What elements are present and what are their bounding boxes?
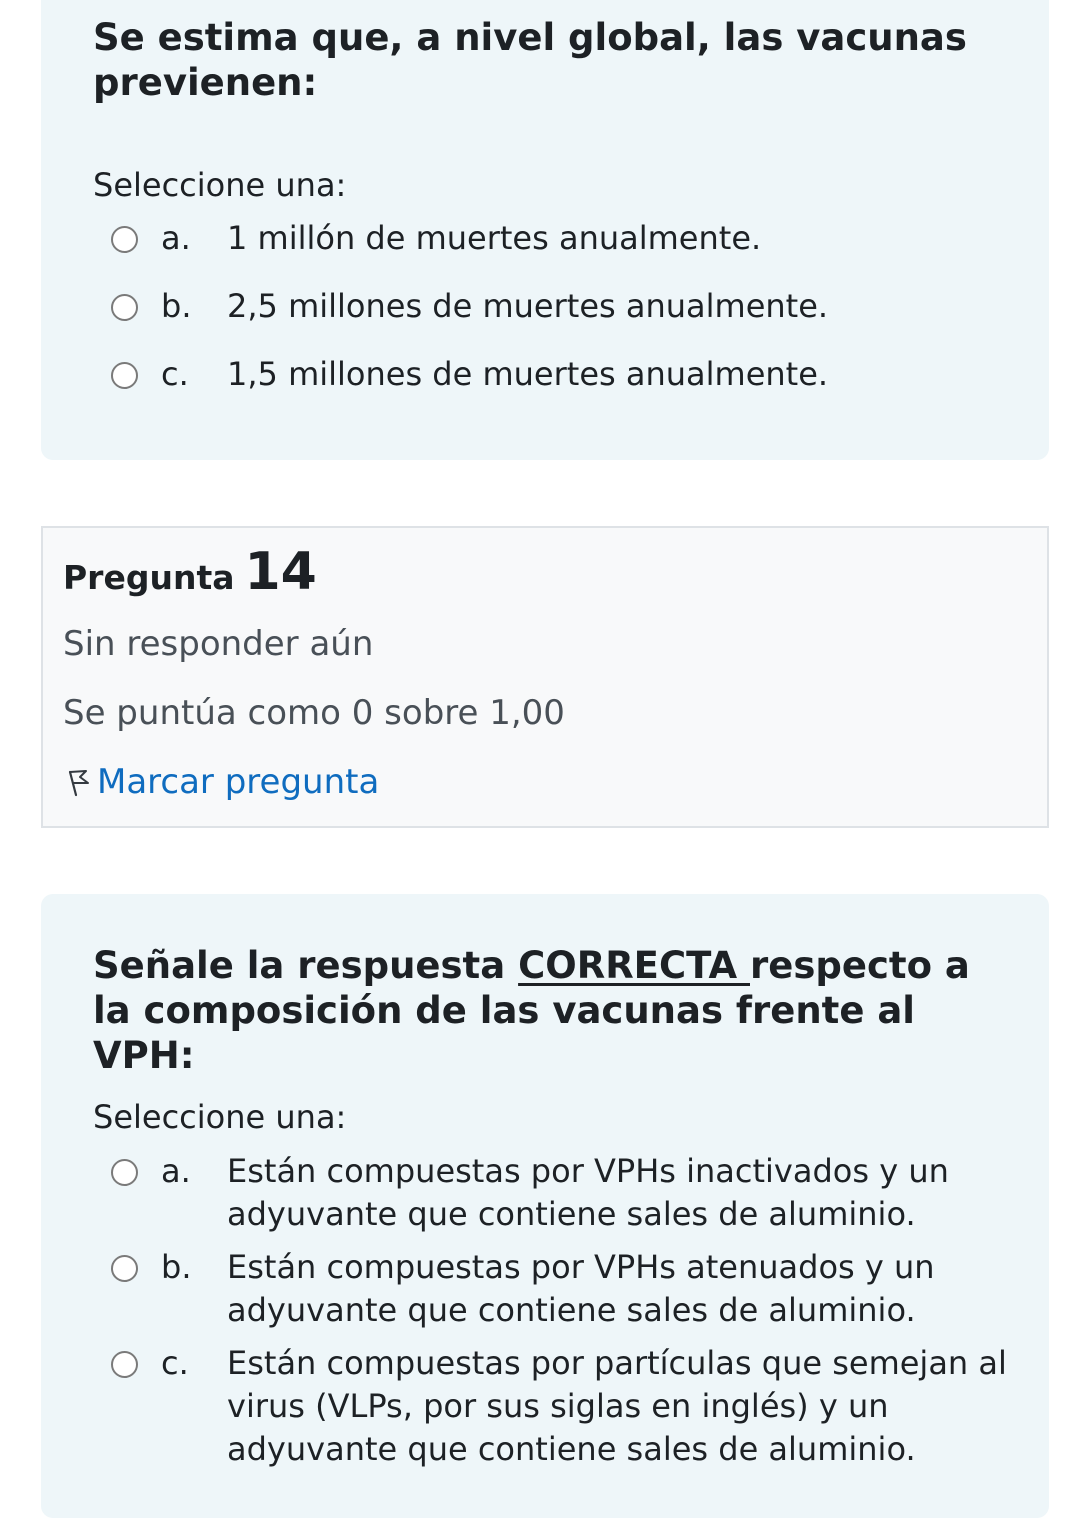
radio-button-a[interactable] xyxy=(111,226,138,253)
answer-text[interactable]: 2,5 millones de muertes anualmente. xyxy=(227,287,829,325)
question-text-end: respecto a la composición de las vacunas frente al VPH: xyxy=(93,944,970,1077)
question-text-emphasis: CORRECTA xyxy=(518,944,750,987)
question-14-answer-list xyxy=(111,1150,1009,1481)
answer-option-b[interactable] xyxy=(111,285,1009,329)
question-state: Sin responder aún xyxy=(63,624,374,664)
answer-text[interactable]: Están compuestas por VPHs inactivados y un adyuvante que contiene sales de aluminio. xyxy=(227,1152,949,1233)
question-14-prompt: Seleccione una: xyxy=(93,1098,347,1136)
answer-letter: b. xyxy=(161,287,192,325)
radio-button-b[interactable] xyxy=(111,1255,138,1282)
answer-option-a[interactable] xyxy=(111,217,1009,261)
question-14-text xyxy=(93,943,999,1078)
question-grade: Se puntúa como 0 sobre 1,00 xyxy=(63,693,565,733)
answer-option-a[interactable] xyxy=(111,1150,1009,1236)
question-text-start: Señale la respuesta xyxy=(93,944,519,987)
radio-button-c[interactable] xyxy=(111,362,138,389)
radio-button-c[interactable] xyxy=(111,1351,138,1378)
radio-button-a[interactable] xyxy=(111,1159,138,1186)
answer-letter: c. xyxy=(161,355,189,393)
radio-button-b[interactable] xyxy=(111,294,138,321)
flag-question-label[interactable]: Marcar pregunta xyxy=(97,762,380,802)
answer-text[interactable]: 1 millón de muertes anualmente. xyxy=(227,219,762,257)
answer-option-b[interactable] xyxy=(111,1246,1009,1332)
answer-option-c[interactable] xyxy=(111,1342,1009,1471)
question-13-content xyxy=(41,0,1049,460)
question-13-prompt: Seleccione una: xyxy=(93,166,347,204)
question-14-content xyxy=(41,894,1049,1518)
answer-text[interactable]: Están compuestas por VPHs atenuados y un adyuvante que contiene sales de aluminio. xyxy=(227,1248,935,1329)
answer-text[interactable]: Están compuestas por partículas que semejan al virus (VLPs, por sus siglas en inglés) y un adyuvante que contiene sales de aluminio. xyxy=(227,1344,1007,1468)
question-13-answer-list xyxy=(111,217,1009,421)
answer-option-c[interactable] xyxy=(111,353,1009,397)
answer-text[interactable]: 1,5 millones de muertes anualmente. xyxy=(227,355,829,393)
question-13-text: Se estima que, a nivel global, las vacunas previenen: xyxy=(93,16,967,104)
question-14-info xyxy=(41,526,1049,828)
flag-icon[interactable] xyxy=(63,766,93,798)
question-number-label: Pregunta xyxy=(63,558,235,597)
answer-letter: a. xyxy=(161,1152,191,1190)
question-number xyxy=(63,542,317,602)
answer-letter: c. xyxy=(161,1344,189,1382)
answer-letter: b. xyxy=(161,1248,192,1286)
flag-question-link[interactable] xyxy=(63,762,379,802)
question-number-value: 14 xyxy=(244,542,317,602)
answer-letter: a. xyxy=(161,219,191,257)
